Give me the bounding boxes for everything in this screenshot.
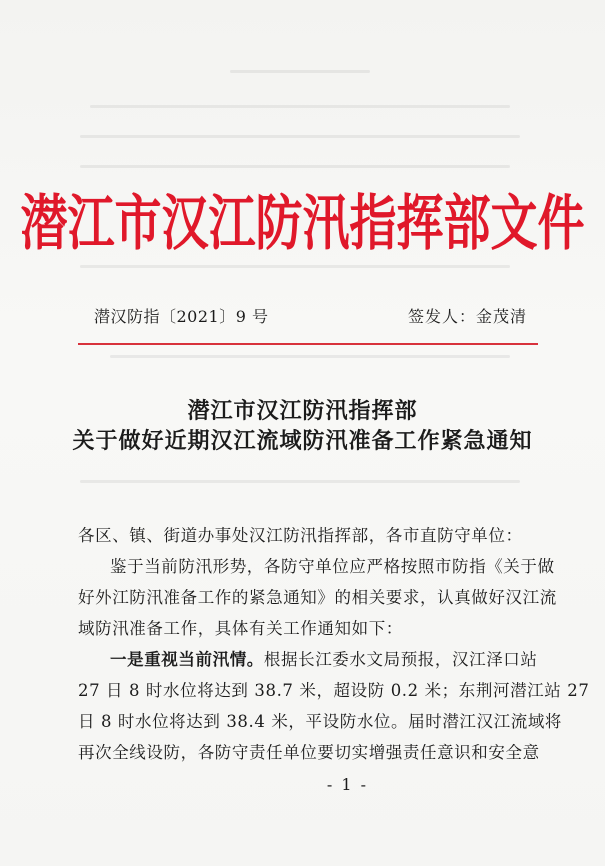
- bleed-mark: [230, 70, 370, 73]
- paragraph-2-line-1: [110, 646, 538, 670]
- paragraph-2-line-4: 再次全线设防，各防守责任单位要切实增强责任意识和安全意: [78, 743, 540, 762]
- notice-title-line-1: 潜江市汉江防汛指挥部: [187, 398, 418, 424]
- document-number: 潜汉防指〔2021〕9 号: [94, 307, 269, 326]
- paragraph-1-line-2: 好外江防汛准备工作的紧急通知》的相关要求，认真做好汉江流: [78, 588, 557, 607]
- paragraph-2-line-1-text: 根据长江委水文局预报，汉江泽口站: [263, 650, 538, 669]
- page-number: - 1 -: [326, 775, 369, 794]
- bleed-mark: [80, 265, 510, 268]
- bleed-mark: [110, 355, 510, 358]
- document-header-title: 潜江市汉江防汛指挥部文件: [20, 188, 585, 260]
- red-divider-line: [78, 343, 538, 345]
- paragraph-1-line-3: 域防汛准备工作，具体有关工作通知如下：: [78, 619, 403, 638]
- bleed-mark: [80, 135, 520, 138]
- paragraph-2-heading: 一是重视当前汛情。: [110, 650, 264, 669]
- bleed-mark: [80, 480, 520, 483]
- notice-title-line-2: 关于做好近期汉江流域防汛准备工作紧急通知: [72, 428, 533, 454]
- addressee-line: 各区、镇、街道办事处汉江防汛指挥部，各市直防守单位：: [78, 526, 523, 545]
- paragraph-2-line-2: 27 日 8 时水位将达到 38.7 米，超设防 0.2 米；东荆河潜江站 27: [78, 681, 590, 700]
- bleed-mark: [90, 105, 510, 108]
- paragraph-2-line-3: 日 8 时水位将达到 38.4 米，平设防水位。届时潜江汉江流域将: [78, 712, 563, 731]
- document-signer: 签发人：金茂清: [407, 307, 527, 326]
- bleed-mark: [80, 165, 510, 168]
- paragraph-1-line-1: 鉴于当前防汛形势，各防守单位应严格按照市防指《关于做: [110, 557, 555, 576]
